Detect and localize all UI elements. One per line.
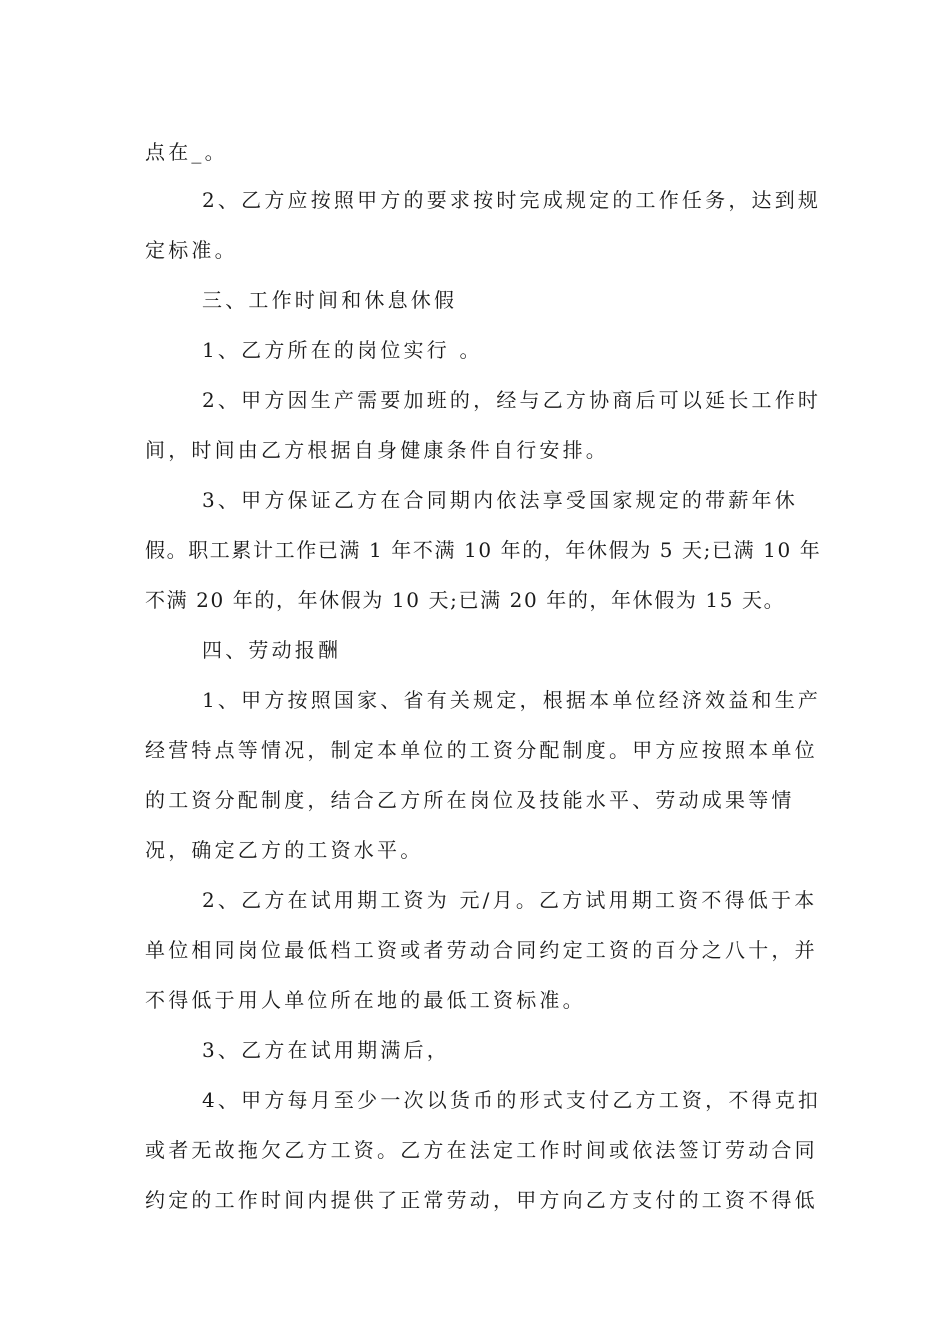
text-line: 间，时间由乙方根据自身健康条件自行安排。 [145,438,609,462]
text-line: 2、甲方因生产需要加班的，经与乙方协商后可以延长工作时 [202,388,822,412]
text-line: 4、甲方每月至少一次以货币的形式支付乙方工资，不得克扣 [202,1088,822,1112]
text-line: 或者无故拖欠乙方工资。乙方在法定工作时间或依法签订劳动合同 [145,1138,818,1162]
text-line: 不得低于用人单位所在地的最低工资标准。 [145,988,586,1012]
text-line: 的工资分配制度，结合乙方所在岗位及技能水平、劳动成果等情 [145,788,795,812]
text-line: 1、乙方所在的岗位实行 。 [202,338,483,362]
text-line: 3、甲方保证乙方在合同期内依法享受国家规定的带薪年休 [202,488,798,512]
text-line: 定标准。 [145,238,238,262]
text-line: 1、甲方按照国家、省有关规定，根据本单位经济效益和生产 [202,688,822,712]
section-heading: 四、劳动报酬 [202,638,342,662]
section-heading: 三、工作时间和休息休假 [202,288,458,312]
text-line: 不满 20 年的，年休假为 10 天;已满 20 年的，年休假为 15 天。 [145,588,786,612]
text-line: 2、乙方在试用期工资为 元/月。乙方试用期工资不得低于本 [202,888,818,912]
text-line: 2、乙方应按照甲方的要求按时完成规定的工作任务，达到规 [202,188,822,212]
text-line: 3、乙方在试用期满后， [202,1038,450,1062]
text-line: 经营特点等情况，制定本单位的工资分配制度。甲方应按照本单位 [145,738,818,762]
text-line: 约定的工作时间内提供了正常劳动，甲方向乙方支付的工资不得低 [145,1188,818,1212]
text-line: 单位相同岗位最低档工资或者劳动合同约定工资的百分之八十，并 [145,938,818,962]
text-line: 点在_。 [145,140,228,164]
text-line: 假。职工累计工作已满 1 年不满 10 年的，年休假为 5 天;已满 10 年 [145,538,822,562]
text-line: 况，确定乙方的工资水平。 [145,838,424,862]
